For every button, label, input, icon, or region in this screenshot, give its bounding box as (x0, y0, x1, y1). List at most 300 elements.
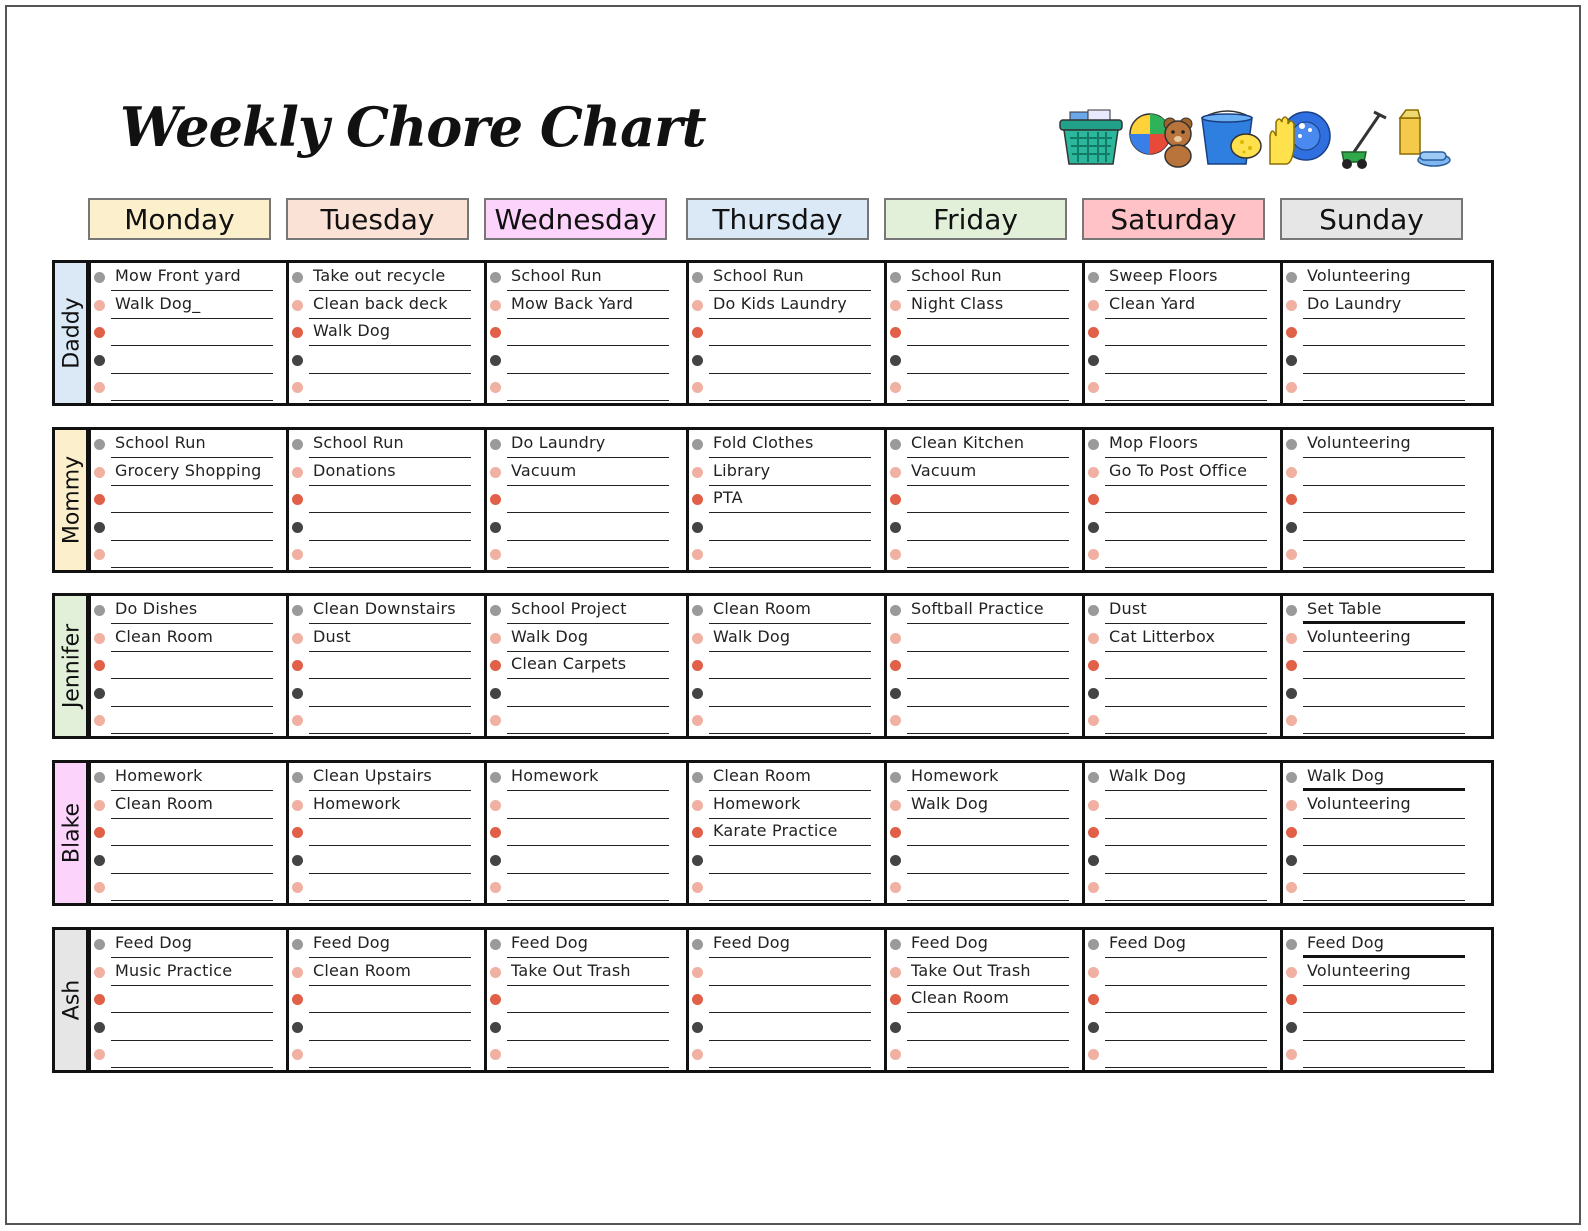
bullet-dot-icon (94, 355, 105, 366)
bullet-dot-icon (94, 967, 105, 978)
chore-slot[interactable] (91, 1013, 287, 1041)
chore-slot[interactable] (689, 930, 885, 958)
chore-slot[interactable] (91, 651, 287, 679)
bullet-dot-icon (490, 882, 501, 893)
chore-text: Take Out Trash (911, 960, 1031, 980)
chore-slot[interactable] (1283, 624, 1479, 652)
chore-slot[interactable] (887, 930, 1083, 958)
chore-slot[interactable] (289, 1013, 485, 1041)
chore-slot[interactable] (887, 873, 1083, 901)
chore-slot[interactable] (1283, 958, 1479, 986)
chore-slot[interactable] (487, 763, 683, 791)
chore-slot[interactable] (91, 458, 287, 486)
chore-slot[interactable] (1085, 958, 1281, 986)
chore-slot[interactable] (487, 540, 683, 568)
bullet-dot-icon (1286, 439, 1297, 450)
chore-slot[interactable] (487, 318, 683, 346)
chore-text: Homework (115, 766, 203, 785)
day-column-sunday (1280, 430, 1480, 570)
bullet-dot-icon (490, 382, 501, 393)
chore-slot[interactable] (1283, 291, 1479, 319)
chore-slot[interactable] (487, 706, 683, 734)
day-column-tuesday (286, 430, 486, 570)
chore-slot[interactable] (689, 846, 885, 874)
chore-slot[interactable] (91, 846, 287, 874)
chore-slot[interactable] (487, 818, 683, 846)
chore-slot[interactable] (1085, 930, 1281, 958)
chore-slot[interactable] (289, 706, 485, 734)
chore-slot[interactable] (289, 624, 485, 652)
chore-slot[interactable] (289, 679, 485, 707)
chore-slot[interactable] (91, 958, 287, 986)
chore-slot[interactable] (1283, 679, 1479, 707)
chore-slot[interactable] (487, 485, 683, 513)
chore-slot[interactable] (689, 873, 885, 901)
chore-slot[interactable] (1283, 791, 1479, 819)
chore-slot[interactable] (1085, 291, 1281, 319)
bullet-dot-icon (1088, 605, 1099, 616)
chore-text: Homework (511, 766, 599, 785)
chore-text: Set Table (1307, 599, 1382, 618)
chore-slot[interactable] (1283, 513, 1479, 541)
chore-slot[interactable] (289, 763, 485, 791)
chore-slot[interactable] (689, 318, 885, 346)
day-column-saturday (1082, 930, 1282, 1070)
bullet-dot-icon (94, 939, 105, 950)
chore-slot[interactable] (887, 263, 1083, 291)
chore-text: School Run (511, 266, 602, 285)
chore-slot[interactable] (91, 791, 287, 819)
chore-slot[interactable] (1085, 346, 1281, 374)
chore-slot[interactable] (289, 596, 485, 624)
day-column-tuesday (286, 596, 486, 736)
chore-slot[interactable] (487, 430, 683, 458)
chore-slot[interactable] (91, 873, 287, 901)
chore-slot[interactable] (1283, 1013, 1479, 1041)
bullet-dot-icon (94, 827, 105, 838)
bullet-dot-icon (1088, 467, 1099, 478)
chore-slot[interactable] (887, 818, 1083, 846)
bullet-dot-icon (1286, 549, 1297, 560)
bullet-dot-icon (490, 1022, 501, 1033)
chore-slot[interactable] (1283, 706, 1479, 734)
chore-slot[interactable] (487, 1040, 683, 1068)
day-column-tuesday (286, 930, 486, 1070)
chore-slot[interactable] (1283, 873, 1479, 901)
chore-slot[interactable] (887, 1013, 1083, 1041)
chore-slot[interactable] (289, 985, 485, 1013)
chore-text: Clean Room (313, 960, 412, 980)
day-column-wednesday (484, 763, 684, 903)
chore-slot[interactable] (689, 513, 885, 541)
chore-slot[interactable] (487, 846, 683, 874)
chore-slot[interactable] (1283, 458, 1479, 486)
chore-slot[interactable] (887, 596, 1083, 624)
chore-slot[interactable] (1283, 430, 1479, 458)
cleaning-supplies-icon (1396, 108, 1456, 170)
bullet-dot-icon (1088, 439, 1099, 450)
bullet-dot-icon (1286, 715, 1297, 726)
chore-slot[interactable] (1283, 596, 1479, 624)
chore-slot[interactable] (91, 763, 287, 791)
chore-text: Do Laundry (1307, 293, 1402, 313)
chore-slot[interactable] (289, 791, 485, 819)
chore-text: School Run (313, 433, 404, 452)
chore-slot[interactable] (289, 846, 485, 874)
chore-slot[interactable] (1085, 985, 1281, 1013)
bullet-dot-icon (1088, 882, 1099, 893)
chore-slot[interactable] (91, 540, 287, 568)
day-column-wednesday (484, 596, 684, 736)
bullet-dot-icon (490, 467, 501, 478)
chore-slot[interactable] (887, 1040, 1083, 1068)
bullet-dot-icon (94, 327, 105, 338)
chore-slot[interactable] (1085, 706, 1281, 734)
bullet-dot-icon (292, 715, 303, 726)
chore-slot[interactable] (91, 485, 287, 513)
chore-line (709, 567, 871, 568)
day-header-tuesday: Tuesday (286, 198, 469, 240)
chore-slot[interactable] (1085, 485, 1281, 513)
chore-slot[interactable] (91, 624, 287, 652)
chore-line (1303, 900, 1465, 901)
chore-slot[interactable] (91, 818, 287, 846)
chore-slot[interactable] (1085, 430, 1281, 458)
chore-slot[interactable] (1283, 373, 1479, 401)
bullet-dot-icon (1088, 522, 1099, 533)
chore-line (507, 1067, 669, 1068)
bullet-dot-icon (490, 800, 501, 811)
bullet-dot-icon (890, 772, 901, 783)
chore-slot[interactable] (487, 624, 683, 652)
day-column-monday (88, 430, 288, 570)
day-column-saturday (1082, 263, 1282, 403)
chore-slot[interactable] (487, 651, 683, 679)
bullet-dot-icon (692, 994, 703, 1005)
bullet-dot-icon (490, 300, 501, 311)
chore-slot[interactable] (1085, 596, 1281, 624)
chore-slot[interactable] (487, 596, 683, 624)
chore-slot[interactable] (1283, 263, 1479, 291)
bullet-dot-icon (692, 855, 703, 866)
chore-slot[interactable] (1283, 651, 1479, 679)
chore-slot[interactable] (887, 958, 1083, 986)
chore-slot[interactable] (1085, 651, 1281, 679)
chore-text: Volunteering (1307, 960, 1411, 980)
bullet-dot-icon (1088, 549, 1099, 560)
day-column-thursday (686, 596, 886, 736)
day-column-sunday (1280, 596, 1480, 736)
chore-text: School Run (713, 266, 804, 285)
chore-slot[interactable] (1085, 679, 1281, 707)
chore-line (1105, 1067, 1267, 1068)
bullet-dot-icon (692, 272, 703, 283)
chore-line (309, 1067, 471, 1068)
chore-slot[interactable] (689, 596, 885, 624)
chore-line (1105, 900, 1267, 901)
chore-slot[interactable] (689, 818, 885, 846)
bullet-dot-icon (890, 605, 901, 616)
chore-text: Vacuum (511, 460, 577, 480)
chore-slot[interactable] (487, 873, 683, 901)
day-header-wednesday: Wednesday (484, 198, 667, 240)
chore-slot[interactable] (887, 291, 1083, 319)
chore-slot[interactable] (91, 513, 287, 541)
chore-slot[interactable] (91, 930, 287, 958)
chore-slot[interactable] (689, 791, 885, 819)
chore-slot[interactable] (487, 985, 683, 1013)
chore-text: Donations (313, 460, 396, 480)
chore-slot[interactable] (289, 458, 485, 486)
chore-slot[interactable] (487, 458, 683, 486)
bullet-dot-icon (692, 439, 703, 450)
chore-slot[interactable] (689, 540, 885, 568)
bullet-dot-icon (1286, 855, 1297, 866)
chore-slot[interactable] (91, 985, 287, 1013)
chore-slot[interactable] (91, 291, 287, 319)
chore-text: Feed Dog (1307, 933, 1385, 952)
chore-slot[interactable] (1283, 485, 1479, 513)
chore-slot[interactable] (689, 1040, 885, 1068)
chore-text: Vacuum (911, 460, 977, 480)
chore-line (709, 400, 871, 401)
chore-slot[interactable] (689, 485, 885, 513)
chore-slot[interactable] (887, 791, 1083, 819)
chore-slot[interactable] (689, 373, 885, 401)
chore-text: Grocery Shopping (115, 460, 262, 480)
chore-slot[interactable] (91, 373, 287, 401)
chore-slot[interactable] (289, 540, 485, 568)
chore-slot[interactable] (289, 958, 485, 986)
bullet-dot-icon (890, 715, 901, 726)
chore-text: Clean Room (115, 793, 214, 813)
chore-slot[interactable] (1085, 318, 1281, 346)
chore-slot[interactable] (1283, 763, 1479, 791)
bullet-dot-icon (1286, 939, 1297, 950)
chore-slot[interactable] (1085, 791, 1281, 819)
chore-line (1105, 567, 1267, 568)
bullet-dot-icon (890, 800, 901, 811)
bullet-dot-icon (292, 800, 303, 811)
chore-slot[interactable] (1283, 846, 1479, 874)
chore-text: Walk Dog_ (115, 293, 201, 313)
chore-text: Clean Carpets (511, 654, 627, 674)
chore-slot[interactable] (887, 624, 1083, 652)
chore-line (1303, 567, 1465, 568)
chore-slot[interactable] (487, 346, 683, 374)
chore-slot[interactable] (689, 651, 885, 679)
chore-slot[interactable] (91, 430, 287, 458)
person-block-blake (52, 760, 1494, 906)
chore-slot[interactable] (887, 651, 1083, 679)
bullet-dot-icon (490, 1049, 501, 1060)
chore-slot[interactable] (1085, 263, 1281, 291)
day-column-saturday (1082, 763, 1282, 903)
chore-slot[interactable] (487, 291, 683, 319)
chore-slot[interactable] (487, 513, 683, 541)
chore-slot[interactable] (487, 930, 683, 958)
bullet-dot-icon (692, 967, 703, 978)
chore-slot[interactable] (887, 540, 1083, 568)
chore-slot[interactable] (689, 430, 885, 458)
chore-slot[interactable] (1085, 624, 1281, 652)
chore-slot[interactable] (887, 985, 1083, 1013)
bullet-dot-icon (490, 355, 501, 366)
chore-slot[interactable] (1085, 763, 1281, 791)
bullet-dot-icon (490, 439, 501, 450)
chore-slot[interactable] (1085, 1013, 1281, 1041)
day-column-thursday (686, 930, 886, 1070)
bullet-dot-icon (1286, 467, 1297, 478)
day-column-friday (884, 596, 1084, 736)
chore-slot[interactable] (487, 263, 683, 291)
bullet-dot-icon (94, 1049, 105, 1060)
chore-slot[interactable] (289, 291, 485, 319)
chore-slot[interactable] (91, 706, 287, 734)
chore-slot[interactable] (289, 651, 485, 679)
chore-slot[interactable] (689, 985, 885, 1013)
chore-slot[interactable] (1085, 373, 1281, 401)
bullet-dot-icon (1286, 382, 1297, 393)
chore-slot[interactable] (887, 430, 1083, 458)
chore-line (1105, 400, 1267, 401)
chore-slot[interactable] (1283, 540, 1479, 568)
chore-slot[interactable] (1085, 873, 1281, 901)
bullet-dot-icon (292, 605, 303, 616)
bullet-dot-icon (692, 633, 703, 644)
chore-slot[interactable] (1283, 818, 1479, 846)
chore-slot[interactable] (289, 873, 485, 901)
chore-slot[interactable] (887, 485, 1083, 513)
chore-slot[interactable] (689, 346, 885, 374)
chore-slot[interactable] (689, 763, 885, 791)
bullet-dot-icon (692, 1049, 703, 1060)
bullet-dot-icon (1088, 715, 1099, 726)
day-column-sunday (1280, 263, 1480, 403)
bullet-dot-icon (490, 327, 501, 338)
bullet-dot-icon (692, 522, 703, 533)
chore-slot[interactable] (91, 679, 287, 707)
chore-slot[interactable] (1283, 318, 1479, 346)
bullet-dot-icon (1088, 660, 1099, 671)
bullet-dot-icon (1286, 522, 1297, 533)
bullet-dot-icon (94, 800, 105, 811)
chore-slot[interactable] (289, 373, 485, 401)
chore-line (907, 400, 1069, 401)
chore-slot[interactable] (887, 318, 1083, 346)
chore-slot[interactable] (1085, 513, 1281, 541)
chore-slot[interactable] (91, 596, 287, 624)
chore-slot[interactable] (689, 291, 885, 319)
chore-slot[interactable] (289, 346, 485, 374)
chore-text: Walk Dog (1109, 766, 1187, 785)
bullet-dot-icon (490, 688, 501, 699)
chore-slot[interactable] (289, 318, 485, 346)
chore-slot[interactable] (289, 485, 485, 513)
chore-slot[interactable] (887, 346, 1083, 374)
bullet-dot-icon (94, 772, 105, 783)
chore-slot[interactable] (887, 458, 1083, 486)
bullet-dot-icon (890, 467, 901, 478)
chore-slot[interactable] (689, 263, 885, 291)
chore-slot[interactable] (887, 513, 1083, 541)
chore-slot[interactable] (289, 430, 485, 458)
chore-slot[interactable] (887, 679, 1083, 707)
chore-slot[interactable] (487, 791, 683, 819)
chore-line (507, 900, 669, 901)
chore-slot[interactable] (887, 706, 1083, 734)
person-label (55, 596, 89, 736)
day-column-monday (88, 596, 288, 736)
chore-slot[interactable] (689, 1013, 885, 1041)
chore-slot[interactable] (689, 679, 885, 707)
chore-slot[interactable] (1085, 846, 1281, 874)
person-block-ash (52, 927, 1494, 1073)
chore-slot[interactable] (487, 958, 683, 986)
chore-line (907, 1067, 1069, 1068)
bullet-dot-icon (1088, 1022, 1099, 1033)
bullet-dot-icon (490, 272, 501, 283)
bullet-dot-icon (490, 660, 501, 671)
bullet-dot-icon (890, 494, 901, 505)
chore-slot[interactable] (289, 818, 485, 846)
chore-line (111, 733, 273, 734)
chore-slot[interactable] (1085, 1040, 1281, 1068)
chore-slot[interactable] (689, 958, 885, 986)
chore-slot[interactable] (689, 458, 885, 486)
chore-slot[interactable] (1283, 346, 1479, 374)
bullet-dot-icon (890, 382, 901, 393)
day-column-thursday (686, 263, 886, 403)
chore-slot[interactable] (887, 846, 1083, 874)
bullet-dot-icon (292, 549, 303, 560)
chore-slot[interactable] (887, 373, 1083, 401)
chore-slot[interactable] (1283, 930, 1479, 958)
chore-slot[interactable] (689, 706, 885, 734)
chore-slot[interactable] (91, 263, 287, 291)
chore-slot[interactable] (887, 763, 1083, 791)
chore-slot[interactable] (289, 263, 485, 291)
chore-slot[interactable] (289, 513, 485, 541)
bullet-dot-icon (1286, 882, 1297, 893)
bullet-dot-icon (890, 688, 901, 699)
chore-slot[interactable] (1085, 540, 1281, 568)
chore-slot[interactable] (487, 679, 683, 707)
chore-slot[interactable] (1085, 458, 1281, 486)
chore-text: Take out recycle (313, 266, 446, 285)
chore-slot[interactable] (289, 930, 485, 958)
chore-text: Clean Kitchen (911, 433, 1025, 452)
bullet-dot-icon (1286, 994, 1297, 1005)
chore-slot[interactable] (487, 1013, 683, 1041)
bucket-sponge-icon (1198, 108, 1264, 170)
chore-slot[interactable] (487, 373, 683, 401)
bullet-dot-icon (1286, 827, 1297, 838)
chore-slot[interactable] (689, 624, 885, 652)
chore-slot[interactable] (1283, 1040, 1479, 1068)
person-label (55, 430, 89, 570)
chore-slot[interactable] (289, 1040, 485, 1068)
bullet-dot-icon (1088, 327, 1099, 338)
chore-slot[interactable] (1283, 985, 1479, 1013)
chore-line (309, 900, 471, 901)
chore-slot[interactable] (91, 346, 287, 374)
chore-slot[interactable] (91, 318, 287, 346)
chore-slot[interactable] (91, 1040, 287, 1068)
chore-slot[interactable] (1085, 818, 1281, 846)
bullet-dot-icon (692, 605, 703, 616)
bullet-dot-icon (94, 382, 105, 393)
